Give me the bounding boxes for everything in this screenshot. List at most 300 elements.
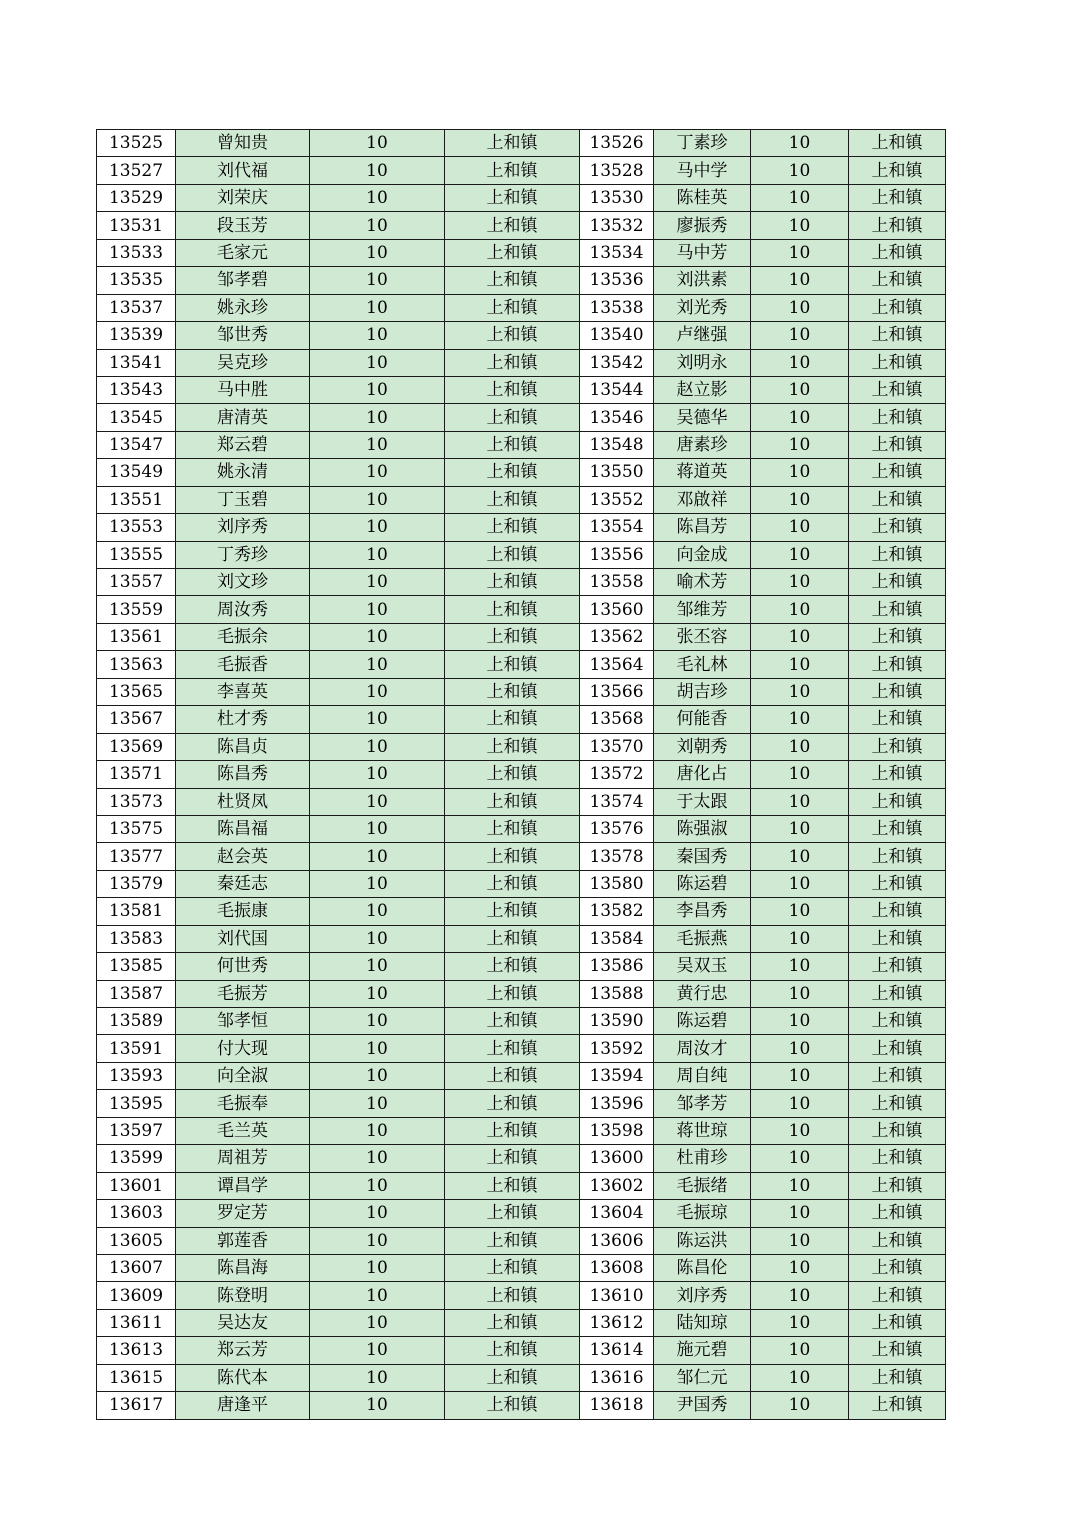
left-name-cell: 陈昌秀 — [176, 761, 310, 788]
left-town-cell: 上和镇 — [445, 733, 580, 760]
left-town-cell: 上和镇 — [445, 761, 580, 788]
left-id-cell: 13603 — [97, 1200, 176, 1227]
left-amount-cell: 10 — [310, 239, 445, 266]
table-row — [97, 1145, 946, 1172]
left-id-cell: 13613 — [97, 1337, 176, 1364]
right-id-cell: 13562 — [580, 623, 654, 650]
right-town-cell: 上和镇 — [849, 322, 946, 349]
table-row — [97, 870, 946, 897]
left-amount-cell: 10 — [310, 1200, 445, 1227]
right-amount-cell: 10 — [751, 239, 849, 266]
left-town-cell: 上和镇 — [445, 130, 580, 157]
left-town-cell: 上和镇 — [445, 1008, 580, 1035]
right-town-cell: 上和镇 — [849, 212, 946, 239]
left-amount-cell: 10 — [310, 761, 445, 788]
table-row — [97, 294, 946, 321]
right-name-cell: 马中芳 — [654, 239, 751, 266]
table-row — [97, 267, 946, 294]
left-name-cell: 陈昌贞 — [176, 733, 310, 760]
right-amount-cell: 10 — [751, 870, 849, 897]
right-id-cell: 13544 — [580, 376, 654, 403]
left-name-cell: 周汝秀 — [176, 596, 310, 623]
right-name-cell: 刘明永 — [654, 349, 751, 376]
right-id-cell: 13590 — [580, 1008, 654, 1035]
left-amount-cell: 10 — [310, 130, 445, 157]
left-town-cell: 上和镇 — [445, 1172, 580, 1199]
left-town-cell: 上和镇 — [445, 294, 580, 321]
right-name-cell: 于太跟 — [654, 788, 751, 815]
left-name-cell: 李喜英 — [176, 678, 310, 705]
right-town-cell: 上和镇 — [849, 239, 946, 266]
right-amount-cell: 10 — [751, 1227, 849, 1254]
left-amount-cell: 10 — [310, 925, 445, 952]
right-name-cell: 唐化占 — [654, 761, 751, 788]
left-name-cell: 谭昌学 — [176, 1172, 310, 1199]
right-name-cell: 刘光秀 — [654, 294, 751, 321]
left-name-cell: 吴克珍 — [176, 349, 310, 376]
right-name-cell: 陆知琼 — [654, 1309, 751, 1336]
left-amount-cell: 10 — [310, 1254, 445, 1281]
left-id-cell: 13609 — [97, 1282, 176, 1309]
right-name-cell: 陈强淑 — [654, 815, 751, 842]
left-id-cell: 13541 — [97, 349, 176, 376]
left-id-cell: 13587 — [97, 980, 176, 1007]
left-amount-cell: 10 — [310, 980, 445, 1007]
right-id-cell: 13614 — [580, 1337, 654, 1364]
left-town-cell: 上和镇 — [445, 1227, 580, 1254]
right-amount-cell: 10 — [751, 1200, 849, 1227]
left-town-cell: 上和镇 — [445, 706, 580, 733]
table-row — [97, 596, 946, 623]
left-id-cell: 13577 — [97, 843, 176, 870]
left-town-cell: 上和镇 — [445, 267, 580, 294]
right-amount-cell: 10 — [751, 1282, 849, 1309]
right-town-cell: 上和镇 — [849, 1062, 946, 1089]
right-id-cell: 13568 — [580, 706, 654, 733]
right-town-cell: 上和镇 — [849, 706, 946, 733]
right-amount-cell: 10 — [751, 1008, 849, 1035]
right-id-cell: 13612 — [580, 1309, 654, 1336]
right-amount-cell: 10 — [751, 514, 849, 541]
right-id-cell: 13580 — [580, 870, 654, 897]
right-amount-cell: 10 — [751, 925, 849, 952]
right-amount-cell: 10 — [751, 1090, 849, 1117]
left-amount-cell: 10 — [310, 157, 445, 184]
left-town-cell: 上和镇 — [445, 1062, 580, 1089]
right-id-cell: 13608 — [580, 1254, 654, 1281]
right-name-cell: 马中学 — [654, 157, 751, 184]
left-amount-cell: 10 — [310, 815, 445, 842]
left-name-cell: 陈登明 — [176, 1282, 310, 1309]
left-id-cell: 13555 — [97, 541, 176, 568]
left-name-cell: 周祖芳 — [176, 1145, 310, 1172]
right-id-cell: 13558 — [580, 569, 654, 596]
left-town-cell: 上和镇 — [445, 1392, 580, 1419]
table-row — [97, 212, 946, 239]
left-amount-cell: 10 — [310, 706, 445, 733]
left-name-cell: 毛振奉 — [176, 1090, 310, 1117]
left-amount-cell: 10 — [310, 843, 445, 870]
right-name-cell: 邓啟祥 — [654, 486, 751, 513]
right-amount-cell: 10 — [751, 815, 849, 842]
right-town-cell: 上和镇 — [849, 1282, 946, 1309]
left-id-cell: 13549 — [97, 459, 176, 486]
left-amount-cell: 10 — [310, 1172, 445, 1199]
left-id-cell: 13585 — [97, 953, 176, 980]
left-name-cell: 向全淑 — [176, 1062, 310, 1089]
left-amount-cell: 10 — [310, 459, 445, 486]
table-row — [97, 1364, 946, 1391]
right-name-cell: 尹国秀 — [654, 1392, 751, 1419]
left-id-cell: 13535 — [97, 267, 176, 294]
right-name-cell: 喻术芳 — [654, 569, 751, 596]
right-name-cell: 毛振绪 — [654, 1172, 751, 1199]
table-row — [97, 1337, 946, 1364]
right-amount-cell: 10 — [751, 212, 849, 239]
left-amount-cell: 10 — [310, 349, 445, 376]
left-id-cell: 13595 — [97, 1090, 176, 1117]
right-amount-cell: 10 — [751, 322, 849, 349]
right-town-cell: 上和镇 — [849, 733, 946, 760]
table-row — [97, 130, 946, 157]
right-id-cell: 13610 — [580, 1282, 654, 1309]
left-id-cell: 13591 — [97, 1035, 176, 1062]
left-town-cell: 上和镇 — [445, 1364, 580, 1391]
left-amount-cell: 10 — [310, 1008, 445, 1035]
right-name-cell: 毛振琼 — [654, 1200, 751, 1227]
right-amount-cell: 10 — [751, 788, 849, 815]
left-id-cell: 13565 — [97, 678, 176, 705]
left-amount-cell: 10 — [310, 431, 445, 458]
left-town-cell: 上和镇 — [445, 596, 580, 623]
right-amount-cell: 10 — [751, 157, 849, 184]
right-name-cell: 李昌秀 — [654, 898, 751, 925]
right-name-cell: 毛礼林 — [654, 651, 751, 678]
table-row — [97, 953, 946, 980]
right-id-cell: 13592 — [580, 1035, 654, 1062]
left-id-cell: 13525 — [97, 130, 176, 157]
right-name-cell: 丁素珍 — [654, 130, 751, 157]
left-id-cell: 13527 — [97, 157, 176, 184]
right-name-cell: 刘洪素 — [654, 267, 751, 294]
left-amount-cell: 10 — [310, 733, 445, 760]
left-name-cell: 毛振香 — [176, 651, 310, 678]
right-name-cell: 吴德华 — [654, 404, 751, 431]
left-town-cell: 上和镇 — [445, 569, 580, 596]
right-id-cell: 13572 — [580, 761, 654, 788]
left-name-cell: 唐逢平 — [176, 1392, 310, 1419]
left-town-cell: 上和镇 — [445, 1254, 580, 1281]
left-name-cell: 郑云芳 — [176, 1337, 310, 1364]
left-town-cell: 上和镇 — [445, 1337, 580, 1364]
right-amount-cell: 10 — [751, 349, 849, 376]
right-amount-cell: 10 — [751, 1364, 849, 1391]
left-name-cell: 陈代本 — [176, 1364, 310, 1391]
left-town-cell: 上和镇 — [445, 1200, 580, 1227]
right-town-cell: 上和镇 — [849, 1117, 946, 1144]
table-row — [97, 678, 946, 705]
table-row — [97, 706, 946, 733]
left-amount-cell: 10 — [310, 1090, 445, 1117]
right-amount-cell: 10 — [751, 898, 849, 925]
left-id-cell: 13529 — [97, 184, 176, 211]
left-id-cell: 13589 — [97, 1008, 176, 1035]
table-row — [97, 1035, 946, 1062]
table-row — [97, 651, 946, 678]
right-id-cell: 13550 — [580, 459, 654, 486]
right-town-cell: 上和镇 — [849, 651, 946, 678]
right-town-cell: 上和镇 — [849, 1200, 946, 1227]
left-town-cell: 上和镇 — [445, 486, 580, 513]
right-name-cell: 杜甫珍 — [654, 1145, 751, 1172]
right-id-cell: 13538 — [580, 294, 654, 321]
left-name-cell: 丁秀珍 — [176, 541, 310, 568]
left-name-cell: 段玉芳 — [176, 212, 310, 239]
left-amount-cell: 10 — [310, 1227, 445, 1254]
right-id-cell: 13576 — [580, 815, 654, 842]
right-amount-cell: 10 — [751, 541, 849, 568]
right-town-cell: 上和镇 — [849, 459, 946, 486]
left-amount-cell: 10 — [310, 870, 445, 897]
left-town-cell: 上和镇 — [445, 459, 580, 486]
right-town-cell: 上和镇 — [849, 596, 946, 623]
left-amount-cell: 10 — [310, 184, 445, 211]
table-row — [97, 569, 946, 596]
left-id-cell: 13563 — [97, 651, 176, 678]
right-town-cell: 上和镇 — [849, 130, 946, 157]
right-id-cell: 13570 — [580, 733, 654, 760]
right-name-cell: 黄行忠 — [654, 980, 751, 1007]
left-id-cell: 13557 — [97, 569, 176, 596]
right-name-cell: 唐素珍 — [654, 431, 751, 458]
left-town-cell: 上和镇 — [445, 322, 580, 349]
right-id-cell: 13578 — [580, 843, 654, 870]
right-id-cell: 13604 — [580, 1200, 654, 1227]
right-town-cell: 上和镇 — [849, 404, 946, 431]
right-name-cell: 周汝才 — [654, 1035, 751, 1062]
left-name-cell: 刘代福 — [176, 157, 310, 184]
right-name-cell: 蒋道英 — [654, 459, 751, 486]
table-row — [97, 239, 946, 266]
right-town-cell: 上和镇 — [849, 953, 946, 980]
left-name-cell: 罗定芳 — [176, 1200, 310, 1227]
left-name-cell: 毛振康 — [176, 898, 310, 925]
right-town-cell: 上和镇 — [849, 788, 946, 815]
table-row — [97, 925, 946, 952]
left-name-cell: 刘代国 — [176, 925, 310, 952]
right-id-cell: 13600 — [580, 1145, 654, 1172]
left-amount-cell: 10 — [310, 486, 445, 513]
table-row — [97, 1062, 946, 1089]
right-name-cell: 毛振燕 — [654, 925, 751, 952]
right-id-cell: 13560 — [580, 596, 654, 623]
left-id-cell: 13533 — [97, 239, 176, 266]
left-amount-cell: 10 — [310, 623, 445, 650]
table-row — [97, 541, 946, 568]
right-id-cell: 13554 — [580, 514, 654, 541]
left-id-cell: 13601 — [97, 1172, 176, 1199]
right-id-cell: 13546 — [580, 404, 654, 431]
left-town-cell: 上和镇 — [445, 514, 580, 541]
right-town-cell: 上和镇 — [849, 1035, 946, 1062]
left-name-cell: 何世秀 — [176, 953, 310, 980]
right-name-cell: 何能香 — [654, 706, 751, 733]
left-town-cell: 上和镇 — [445, 623, 580, 650]
right-amount-cell: 10 — [751, 1172, 849, 1199]
right-amount-cell: 10 — [751, 1337, 849, 1364]
right-id-cell: 13582 — [580, 898, 654, 925]
left-amount-cell: 10 — [310, 1282, 445, 1309]
table-row — [97, 1282, 946, 1309]
left-id-cell: 13545 — [97, 404, 176, 431]
left-town-cell: 上和镇 — [445, 212, 580, 239]
right-town-cell: 上和镇 — [849, 1145, 946, 1172]
right-name-cell: 陈桂英 — [654, 184, 751, 211]
left-id-cell: 13573 — [97, 788, 176, 815]
data-table — [96, 129, 946, 1420]
left-name-cell: 邹孝恒 — [176, 1008, 310, 1035]
right-id-cell: 13596 — [580, 1090, 654, 1117]
right-id-cell: 13606 — [580, 1227, 654, 1254]
right-name-cell: 秦国秀 — [654, 843, 751, 870]
right-amount-cell: 10 — [751, 706, 849, 733]
table-row — [97, 898, 946, 925]
right-id-cell: 13594 — [580, 1062, 654, 1089]
left-name-cell: 陈昌海 — [176, 1254, 310, 1281]
left-name-cell: 赵会英 — [176, 843, 310, 870]
left-town-cell: 上和镇 — [445, 1117, 580, 1144]
left-name-cell: 刘荣庆 — [176, 184, 310, 211]
right-id-cell: 13536 — [580, 267, 654, 294]
left-id-cell: 13569 — [97, 733, 176, 760]
left-town-cell: 上和镇 — [445, 870, 580, 897]
right-name-cell: 施元碧 — [654, 1337, 751, 1364]
right-name-cell: 刘朝秀 — [654, 733, 751, 760]
left-town-cell: 上和镇 — [445, 953, 580, 980]
right-town-cell: 上和镇 — [849, 294, 946, 321]
right-id-cell: 13540 — [580, 322, 654, 349]
right-amount-cell: 10 — [751, 1309, 849, 1336]
right-amount-cell: 10 — [751, 953, 849, 980]
right-id-cell: 13556 — [580, 541, 654, 568]
right-town-cell: 上和镇 — [849, 1227, 946, 1254]
right-town-cell: 上和镇 — [849, 870, 946, 897]
right-amount-cell: 10 — [751, 1035, 849, 1062]
right-name-cell: 陈运碧 — [654, 870, 751, 897]
left-amount-cell: 10 — [310, 678, 445, 705]
right-amount-cell: 10 — [751, 733, 849, 760]
left-id-cell: 13571 — [97, 761, 176, 788]
right-name-cell: 吴双玉 — [654, 953, 751, 980]
right-id-cell: 13528 — [580, 157, 654, 184]
left-amount-cell: 10 — [310, 322, 445, 349]
left-name-cell: 姚永珍 — [176, 294, 310, 321]
right-amount-cell: 10 — [751, 761, 849, 788]
right-name-cell: 蒋世琼 — [654, 1117, 751, 1144]
left-amount-cell: 10 — [310, 898, 445, 925]
table-row — [97, 1254, 946, 1281]
left-id-cell: 13581 — [97, 898, 176, 925]
left-id-cell: 13607 — [97, 1254, 176, 1281]
right-name-cell: 陈昌伦 — [654, 1254, 751, 1281]
table-row — [97, 376, 946, 403]
right-amount-cell: 10 — [751, 569, 849, 596]
left-name-cell: 秦廷志 — [176, 870, 310, 897]
right-name-cell: 邹仁元 — [654, 1364, 751, 1391]
table-row — [97, 623, 946, 650]
right-town-cell: 上和镇 — [849, 898, 946, 925]
right-town-cell: 上和镇 — [849, 1172, 946, 1199]
left-id-cell: 13561 — [97, 623, 176, 650]
right-name-cell: 赵立影 — [654, 376, 751, 403]
right-town-cell: 上和镇 — [849, 815, 946, 842]
right-town-cell: 上和镇 — [849, 349, 946, 376]
table-row — [97, 1227, 946, 1254]
left-town-cell: 上和镇 — [445, 1145, 580, 1172]
right-town-cell: 上和镇 — [849, 1364, 946, 1391]
table-row — [97, 1172, 946, 1199]
right-town-cell: 上和镇 — [849, 541, 946, 568]
right-amount-cell: 10 — [751, 267, 849, 294]
left-town-cell: 上和镇 — [445, 898, 580, 925]
right-id-cell: 13534 — [580, 239, 654, 266]
table-body — [97, 130, 946, 1420]
right-town-cell: 上和镇 — [849, 569, 946, 596]
left-town-cell: 上和镇 — [445, 184, 580, 211]
left-name-cell: 郭莲香 — [176, 1227, 310, 1254]
right-id-cell: 13598 — [580, 1117, 654, 1144]
left-amount-cell: 10 — [310, 514, 445, 541]
right-amount-cell: 10 — [751, 1392, 849, 1419]
right-id-cell: 13588 — [580, 980, 654, 1007]
left-name-cell: 毛振余 — [176, 623, 310, 650]
left-id-cell: 13543 — [97, 376, 176, 403]
right-id-cell: 13586 — [580, 953, 654, 980]
left-town-cell: 上和镇 — [445, 1090, 580, 1117]
left-name-cell: 毛振芳 — [176, 980, 310, 1007]
left-name-cell: 吴达友 — [176, 1309, 310, 1336]
right-id-cell: 13602 — [580, 1172, 654, 1199]
left-name-cell: 唐清英 — [176, 404, 310, 431]
right-town-cell: 上和镇 — [849, 925, 946, 952]
left-name-cell: 丁玉碧 — [176, 486, 310, 513]
right-town-cell: 上和镇 — [849, 1090, 946, 1117]
left-id-cell: 13579 — [97, 870, 176, 897]
right-town-cell: 上和镇 — [849, 843, 946, 870]
left-id-cell: 13575 — [97, 815, 176, 842]
right-town-cell: 上和镇 — [849, 376, 946, 403]
left-id-cell: 13615 — [97, 1364, 176, 1391]
left-town-cell: 上和镇 — [445, 157, 580, 184]
left-town-cell: 上和镇 — [445, 376, 580, 403]
left-amount-cell: 10 — [310, 953, 445, 980]
table-row — [97, 815, 946, 842]
right-id-cell: 13616 — [580, 1364, 654, 1391]
right-amount-cell: 10 — [751, 294, 849, 321]
table-row — [97, 349, 946, 376]
left-town-cell: 上和镇 — [445, 431, 580, 458]
right-town-cell: 上和镇 — [849, 1392, 946, 1419]
right-amount-cell: 10 — [751, 459, 849, 486]
left-id-cell: 13553 — [97, 514, 176, 541]
left-town-cell: 上和镇 — [445, 349, 580, 376]
left-town-cell: 上和镇 — [445, 404, 580, 431]
left-name-cell: 邹世秀 — [176, 322, 310, 349]
left-town-cell: 上和镇 — [445, 678, 580, 705]
left-name-cell: 毛家元 — [176, 239, 310, 266]
left-amount-cell: 10 — [310, 1035, 445, 1062]
right-town-cell: 上和镇 — [849, 486, 946, 513]
